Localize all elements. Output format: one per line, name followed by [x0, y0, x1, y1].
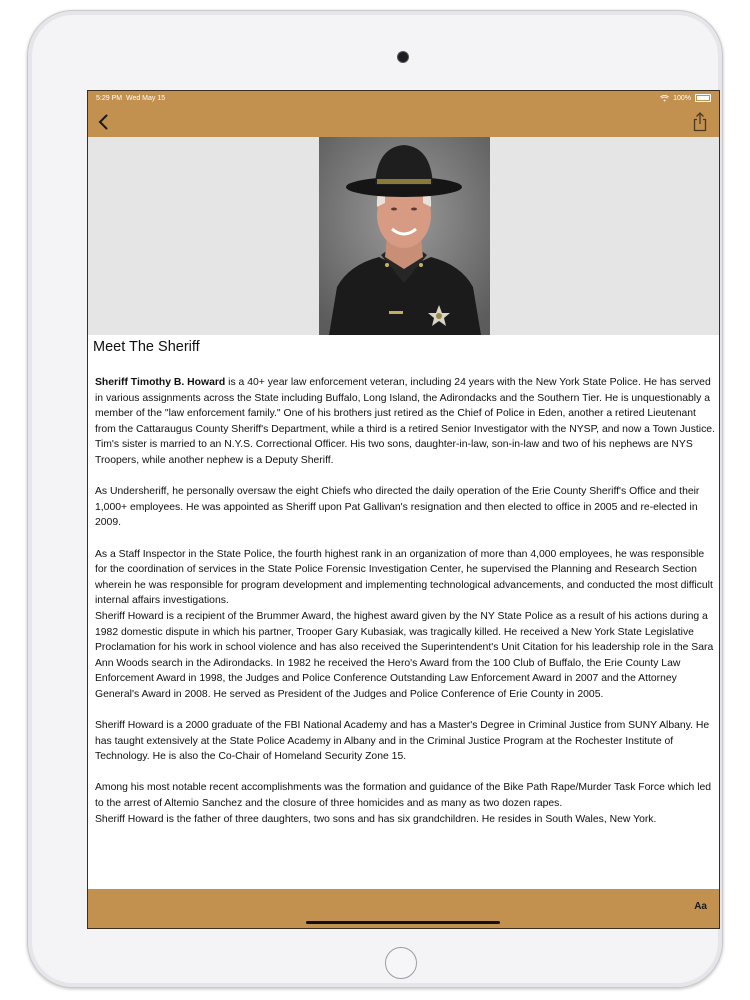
sheriff-portrait-illustration — [319, 137, 490, 335]
article-body — [95, 375, 715, 827]
sheriff-portrait — [319, 137, 490, 335]
paragraph-4: Sheriff Howard is a recipient of the Brummer Award, the highest award given by the NY State Police as a result of his actions during a 1982 domestic dispute in which his partner, Trooper Gary Kubasiak, was tragically killed. He received a New York State Legislative Proclamation for his work in school violence and has also received the Superintendent's Unit Citation for his leadership role in the Sara Ann Woods search in the Adirondacks. In 1982 he received the Hero's Award from the 100 Club of Buffalo, the Erie County Law Enforcement Award in 1998, the Judges and Police Conference Outstanding Law Enforcement Award in 2007 and the Attorney General's Award in 2008. He served as President of the Judges and Police Conference of Erie County in 2005. — [95, 610, 714, 700]
share-button[interactable] — [691, 111, 709, 133]
page-title: Meet The Sheriff — [93, 339, 200, 355]
battery-percent: 100% — [673, 94, 691, 102]
status-date-text: Wed May 15 — [125, 95, 166, 102]
header-photo-band — [88, 137, 719, 335]
ipad-frame — [27, 10, 723, 988]
status-bar — [88, 91, 719, 108]
sheriff-name: Sheriff Timothy B. Howard — [95, 377, 226, 388]
paragraph-1-text: is a 40+ year law enforcement veteran, including 24 years with the New York State Police. He has served in various assignments across the State including Buffalo, Long Island, the Adirondacks and the Southern Tier. He is unquestionably a member of the "law enforcement family." One of his brothers just retired as the Chief of Police in Eden, another a retired Lieutenant from the Cattaraugus County Sheriff's Department, while a third is a retired Senior Investigator with the NYSP, and now a Town Justice. Tim's sister is married to an N.Y.S. Correctional Officer. His two sons, daughter-in-law, son-in-law and two of his nephews are NYS Troopers, while another nephew is a Deputy Sheriff. — [95, 377, 715, 466]
home-indicator[interactable] — [306, 921, 500, 924]
front-camera — [397, 51, 409, 63]
status-time-text: 5:29 PM — [96, 95, 123, 102]
bottom-toolbar — [88, 889, 719, 928]
paragraph-1 — [95, 375, 715, 469]
battery-icon — [695, 94, 711, 102]
paragraph-7: Sheriff Howard is the father of three daughters, two sons and has six grandchildren. He resides in South Wales, New York. — [95, 813, 657, 825]
status-right — [660, 94, 711, 102]
home-button[interactable] — [385, 947, 417, 979]
share-icon — [691, 111, 709, 133]
paragraph-2: As Undersheriff, he personally oversaw the eight Chiefs who directed the daily operation of the Erie County Sheriff's Office and their 1,000+ employees. He was appointed as Sheriff upon Pat Gallivan's resignation and then elected to office in 2005 and re-elected in 2009. — [95, 486, 700, 529]
status-time — [96, 95, 165, 102]
paragraph-6: Among his most notable recent accomplishments was the formation and guidance of the Bike Path Rape/Murder Task Force which led to the arrest of Altemio Sanchez and the closure of three homicides and as many as two dozen rapes. — [95, 782, 712, 810]
app-screen — [87, 90, 720, 929]
wifi-icon — [660, 95, 669, 102]
font-size-button[interactable]: Aa — [694, 901, 707, 912]
navigation-bar — [88, 108, 719, 137]
back-button[interactable] — [94, 112, 114, 132]
paragraph-5: Sheriff Howard is a 2000 graduate of the FBI National Academy and has a Master's Degree in Criminal Justice from SUNY Albany. He has taught extensively at the State Police Academy in Albany and in the Criminal Justice Program at the Rochester Institute of Technology. He is also the Co-Chair of Homeland Security Zone 15. — [95, 720, 710, 763]
paragraph-3: As a Staff Inspector in the State Police, the fourth highest rank in an organization of more than 4,000 employees, he was responsible for the coordination of services in the State Police Forensic Investigation Center, he supervised the Planning and Research Section wherein he was responsible for program development and implementing technological advancements, and conducted the most difficult internal affairs investigations. — [95, 548, 713, 607]
chevron-left-icon — [94, 112, 114, 132]
article-content — [88, 335, 719, 890]
